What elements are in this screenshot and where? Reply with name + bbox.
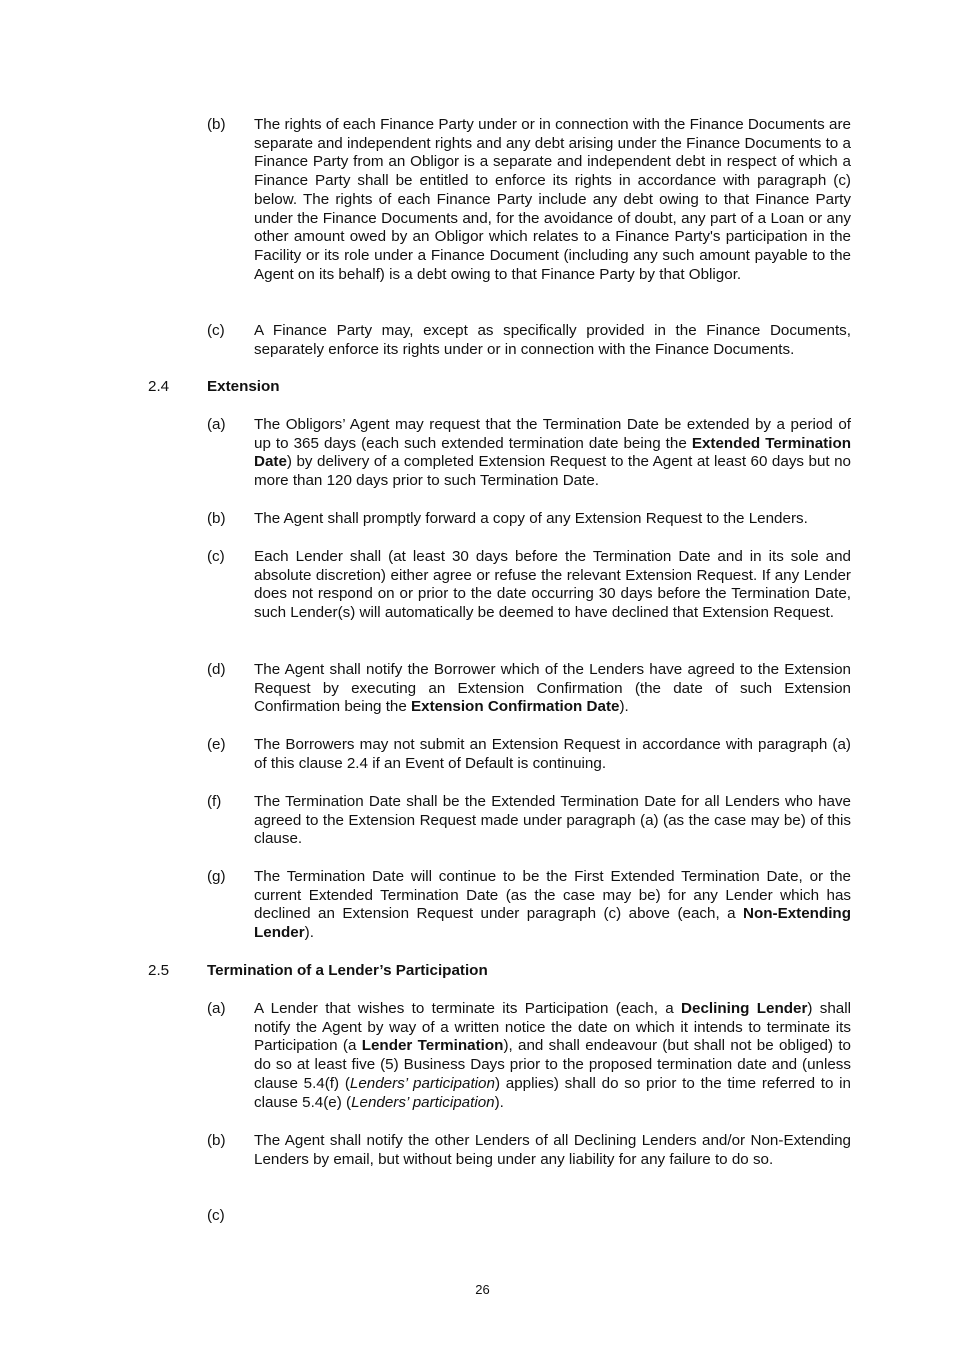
clause-reference: Lenders’ participation bbox=[349, 1074, 495, 1092]
clause-item bbox=[207, 793, 851, 849]
clause-item bbox=[207, 548, 851, 623]
text-run: ) applies) shall do so prior to the time referred to in clause 5.4(e) ( bbox=[254, 1074, 851, 1111]
item-text bbox=[254, 736, 851, 773]
text-run: ), and shall endeavour (but shall not be obliged) to do so at least five (5) Business Days prior to the proposed termination date and (unless clause 5.4(f) ( bbox=[254, 1037, 851, 1092]
item-text bbox=[254, 661, 851, 717]
clause-item bbox=[207, 661, 851, 717]
section-title: Extension bbox=[207, 378, 280, 395]
text-run: ) shall notify the Agent by way of a written notice the date on which it intends to terminate its Participation (a bbox=[254, 1000, 851, 1055]
item-label: (c) bbox=[207, 548, 225, 565]
item-text bbox=[254, 322, 851, 359]
text-run: ). bbox=[619, 698, 629, 716]
defined-term: Extension Confirmation Date bbox=[411, 698, 620, 716]
clause-item bbox=[207, 1000, 851, 1112]
defined-term: Lender Termination bbox=[361, 1037, 504, 1055]
text-run: The rights of each Finance Party under or in connection with the Finance Documents are separate and independent rights and any debt arising under the Finance Documents to a Finance Party from an Obligor is a separate and independent debt in respect of which a Finance Party shall be entitled to enforce its rights in accordance with paragraph (c) below. The rights of each Finance Party include any debt owing to that Finance Party under the Finance Documents and, for the avoidance of doubt, any part of a Loan or any other amount owed by an Obligor which relates to a Finance Party's participation in the Facility or its role under a Finance Document (including any such amount payable to the Agent on its behalf) is a debt owing to that Finance Party by that Obligor. bbox=[254, 116, 851, 283]
clause-item bbox=[207, 116, 851, 284]
item-label: (c) bbox=[207, 322, 225, 339]
text-run: Each Lender shall (at least 30 days before the Termination Date and in its sole and absolute discretion) either agree or refuse the relevant Extension Request. If any Lender does not respond on or prior to the date occurring 30 days before the Termination Date, such Lender(s) will automatically be deemed to have declined that Extension Request. bbox=[254, 548, 851, 622]
clause-item bbox=[207, 736, 851, 773]
text-run: A Lender that wishes to terminate its Participation (each, a bbox=[254, 1000, 682, 1017]
item-text bbox=[254, 116, 851, 284]
item-label: (a) bbox=[207, 416, 226, 433]
section-number: 2.4 bbox=[148, 378, 170, 395]
item-label: (e) bbox=[207, 736, 226, 753]
text-run: The Termination Date shall be the Extended Termination Date for all Lenders who have agreed to the Extension Request made under paragraph (a) (as the case may be) of this clause. bbox=[254, 793, 851, 848]
section-heading bbox=[148, 378, 280, 397]
item-label: (b) bbox=[207, 116, 226, 133]
text-run: The Agent shall notify the other Lenders of all Declining Lenders and/or Non-Extending Lenders by email, but without being under any liability for any failure to do so. bbox=[254, 1132, 851, 1168]
defined-term: Non-Extending Lender bbox=[254, 905, 851, 942]
clause-item bbox=[207, 1132, 851, 1169]
text-run: The Borrowers may not submit an Extension Request in accordance with paragraph (a) of this clause 2.4 if an Event of Default is continuing. bbox=[254, 736, 851, 772]
item-label: (b) bbox=[207, 510, 226, 527]
clause-item bbox=[207, 322, 851, 359]
section-title: Termination of a Lender’s Participation bbox=[207, 962, 488, 979]
text-run: The Agent shall promptly forward a copy of any Extension Request to the Lenders. bbox=[254, 510, 808, 527]
item-text bbox=[254, 416, 851, 491]
item-label: (d) bbox=[207, 661, 226, 678]
item-text bbox=[254, 1000, 851, 1112]
section-heading bbox=[148, 962, 488, 981]
section-number: 2.5 bbox=[148, 962, 170, 979]
text-run: The Termination Date will continue to be the First Extended Termination Date, or the current Extended Termination Date (as the case may be) for any Lender which has declined an Extension Request under paragraph (c) above (each, a bbox=[254, 868, 851, 923]
item-label: (f) bbox=[207, 793, 222, 810]
item-text bbox=[254, 548, 851, 623]
item-label: (a) bbox=[207, 1000, 226, 1017]
defined-term: Declining Lender bbox=[681, 1000, 808, 1017]
item-text bbox=[254, 793, 851, 849]
item-text bbox=[254, 510, 851, 529]
item-label: (c) bbox=[207, 1207, 225, 1224]
clause-item bbox=[207, 868, 851, 943]
text-run: The Obligors’ Agent may request that the Termination Date be extended by a period of up to 365 days (each such extended termination date being the bbox=[254, 416, 851, 452]
clause-item bbox=[207, 510, 851, 529]
item-text bbox=[254, 868, 851, 943]
text-run: The Agent shall notify the Borrower which of the Lenders have agreed to the Extension Request by executing an Extension Confirmation (the date of such Extension Confirmation being the bbox=[254, 661, 851, 716]
text-run: A Finance Party may, except as specifically provided in the Finance Documents, separately enforce its rights under or in connection with the Finance Documents. bbox=[254, 322, 851, 358]
defined-term: Extended Termination Date bbox=[254, 434, 851, 471]
text-run: ) by delivery of a completed Extension Request to the Agent at least 60 days but no more than 120 days prior to such Termination Date. bbox=[254, 453, 851, 490]
item-text bbox=[254, 1132, 851, 1169]
clause-reference: Lenders’ participation bbox=[351, 1093, 495, 1111]
page-number: 26 bbox=[475, 1282, 490, 1297]
text-run: ). bbox=[494, 1093, 504, 1111]
item-label: (b) bbox=[207, 1132, 226, 1149]
text-run: ). bbox=[304, 924, 314, 942]
item-label: (g) bbox=[207, 868, 226, 885]
clause-item bbox=[207, 416, 851, 491]
